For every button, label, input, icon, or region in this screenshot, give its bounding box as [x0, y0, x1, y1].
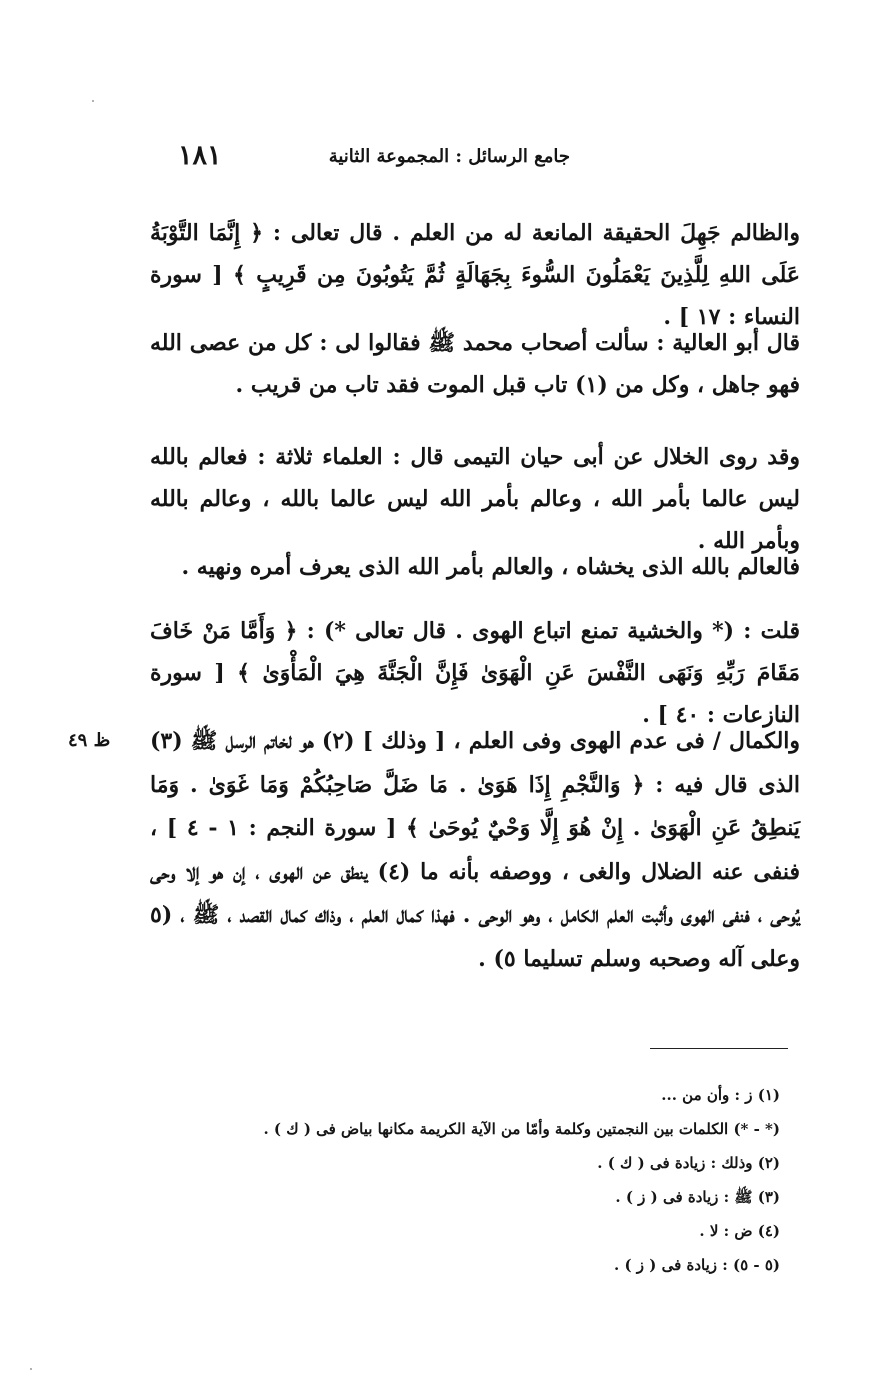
paragraph-6: والكمال / فى عدم الهوى وفى العلم ، [ وذلك ] (٢) هو لخاتم الرسل ﷺ (٣) الذى قال فيه : ﴿ وَالنَّجْمِ إِذَا هَوَىٰ . مَا ضَلَّ صَاحِبُكُمْ وَمَا غَوَىٰ . وَمَا يَنطِقُ عَنِ الْهَوَىٰ . إِنْ هُوَ إِلَّا وَحْيٌ يُوحَىٰ ﴾ [ سورة النجم : ١ - ٤ ] ، فنفى عنه الضلال والغى ، ووصفه بأنه ما (٤) ينطق عن الهوى ، إن هو إلا وحى يُوحى ، فنفى الهوى وأثبت العلم الكامل ، وهو الوحى . فهذا كمال العلم ، وذاك كمال القصد ، ﷺ ، (٥ وعلى آله وصحبه وسلم تسليما ٥) . [150, 728, 801, 972]
footnote-2: (٢) وذلك : زيادة فى ( ك ) . [597, 1154, 780, 1172]
page-number: ١٨١ [178, 140, 222, 171]
scan-speck [30, 1368, 32, 1370]
footnotes [150, 1078, 780, 1282]
paragraph-4: فالعالم بالله الذى يخشاه ، والعالم بأمر الله الذى يعرف أمره ونهيه . [181, 554, 800, 580]
footnote-star: (* - *) الكلمات بين النجمتين وكلمة وأمّا من الآية الكريمة مكانها بياض فى ( ك ) . [263, 1120, 780, 1138]
paragraph-3: وقد روى الخلال عن أبى حيان التيمى قال : العلماء ثلاثة : فعالم بالله ليس عالما بأمر الله ، وعالم بأمر الله ليس عالما بالله ، وعالم بالله وبأمر الله . [150, 444, 800, 554]
running-header-title: جامع الرسائل : المجموعة الثانية [328, 146, 570, 167]
footnote-4: (٤) ض : لا . [699, 1222, 780, 1240]
paragraph-2: قال أبو العالية : سألت أصحاب محمد ﷺ فقالوا لى : كل من عصى الله فهو جاهل ، وكل من (١) تاب قبل الموت فقد تاب من قريب . [150, 330, 800, 398]
paragraph-1: والظالم جَهِلَ الحقيقة المانعة له من العلم . قال تعالى : ﴿ إِنَّمَا التَّوْبَةُ عَلَى اللهِ لِلَّذِينَ يَعْمَلُونَ السُّوءَ بِجَهَالَةٍ ثُمَّ يَتُوبُونَ مِن قَرِيبٍ ﴾ [ سورة النساء : ١٧ ] . [150, 220, 800, 330]
footnote-5: (٥ - ٥) : زيادة فى ( ز ) . [614, 1256, 780, 1274]
paragraph-5: قلت : (* والخشية تمنع اتباع الهوى . قال تعالى *) : ﴿ وَأَمَّا مَنْ خَافَ مَقَامَ رَبِّهِ وَنَهَى النَّفْسَ عَنِ الْهَوَىٰ فَإِنَّ الْجَنَّةَ هِيَ الْمَأْوَىٰ ﴾ [ سورة النازعات : ٤٠ ] . [150, 618, 800, 728]
footnote-3: (٣) ﷺ : زيادة فى ( ز ) . [615, 1188, 780, 1206]
footnote-divider [650, 1048, 788, 1049]
running-header [150, 140, 800, 180]
footnote-1: (١) ز : وأن من ... [661, 1086, 780, 1104]
margin-folio-note: ظ ٤٩ [68, 730, 111, 751]
scan-speck [92, 100, 94, 102]
